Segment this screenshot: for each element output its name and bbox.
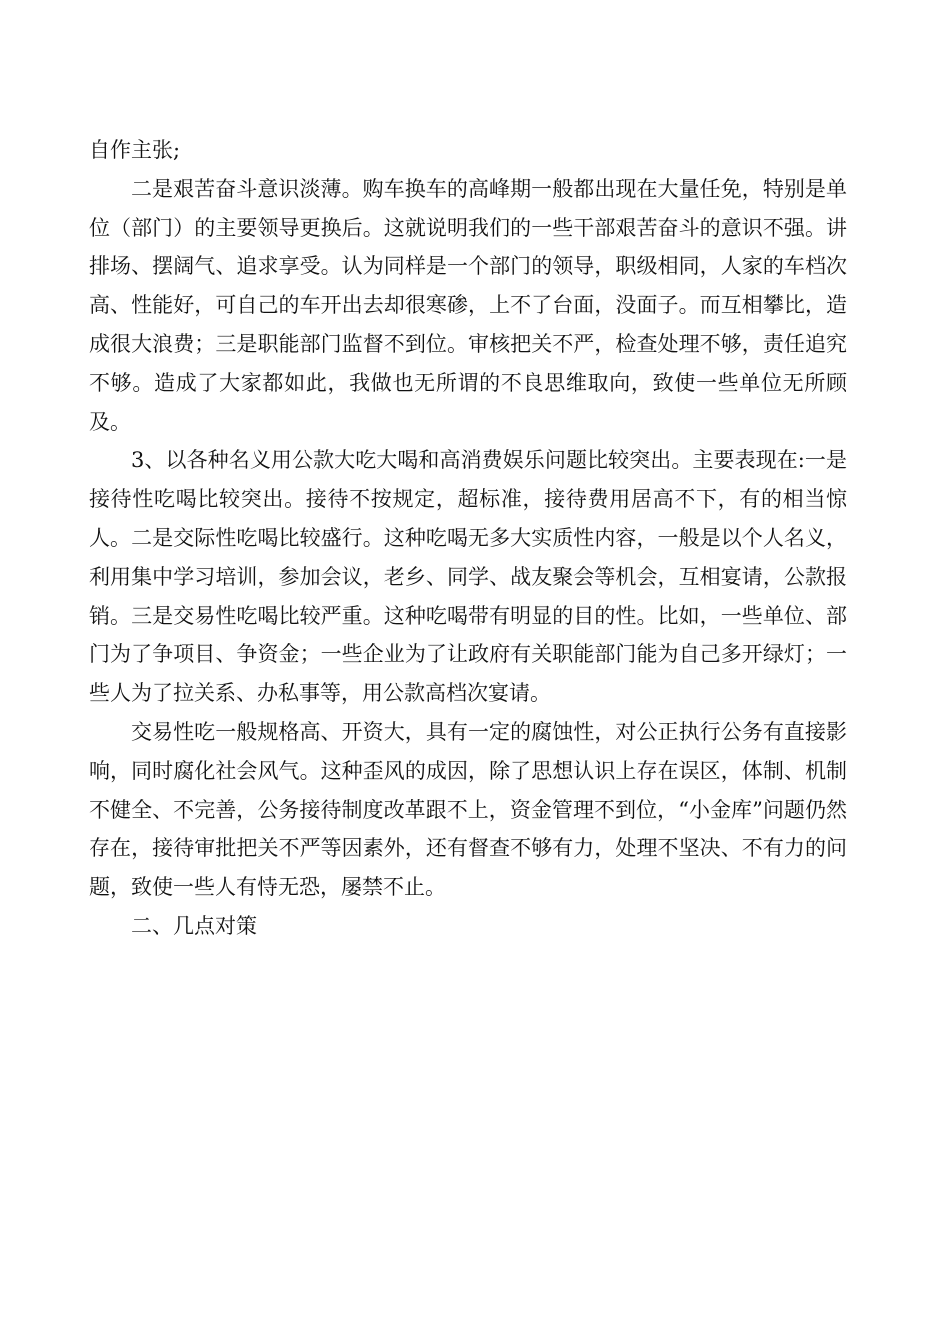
paragraph-continuation: 自作主张;	[89, 138, 181, 162]
section-heading-countermeasures: 二、几点对策	[131, 913, 257, 938]
paragraph-transactional-dining: 交易性吃一般规格高、开资大，具有一定的腐蚀性，对公正执行公务有直接影响，同时腐化社会风气。这种歪风的成因，除了思想认识上存在误区，体制、机制不健全、不完善，公务接待制度改革跟不上，资金管理不到位，“小金库”问题仍然存在，接待审批把关不严等因素外，还有督查不够有力，处理不坚决、不有力的问题，致使一些人有恃无恐，屡禁不止。	[89, 719, 847, 900]
paragraph-hardship-awareness: 二是艰苦奋斗意识淡薄。购车换车的高峰期一般都出现在大量任免，特别是单位（部门）的主要领导更换后。这就说明我们的一些干部艰苦奋斗的意识不强。讲排场、摆阔气、追求享受。认为同样是一个部门的领导，职级相同，人家的车档次高、性能好，可自己的车开出去却很寒碜，上不了台面，没面子。而互相攀比，造成很大浪费；三是职能部门监督不到位。审核把关不严，检查处理不够，责任追究不够。造成了大家都如此，我做也无所谓的不良思维取向，致使一些单位无所顾及。	[89, 176, 847, 434]
paragraph-public-funds-dining: 3、以各种名义用公款大吃大喝和高消费娱乐问题比较突出。主要表现在:一是接待性吃喝比较突出。接待不按规定，超标准，接待费用居高不下，有的相当惊人。二是交际性吃喝比较盛行。这种吃喝无多大实质性内容，一般是以个人名义，利用集中学习培训，参加会议，老乡、同学、战友聚会等机会，互相宴请，公款报销。三是交易性吃喝比较严重。这种吃喝带有明显的目的性。比如，一些单位、部门为了争项目、争资金；一些企业为了让政府有关职能部门能为自己多开绿灯；一些人为了拉关系、办私事等，用公款高档次宴请。	[89, 448, 847, 706]
document-body	[89, 131, 847, 946]
